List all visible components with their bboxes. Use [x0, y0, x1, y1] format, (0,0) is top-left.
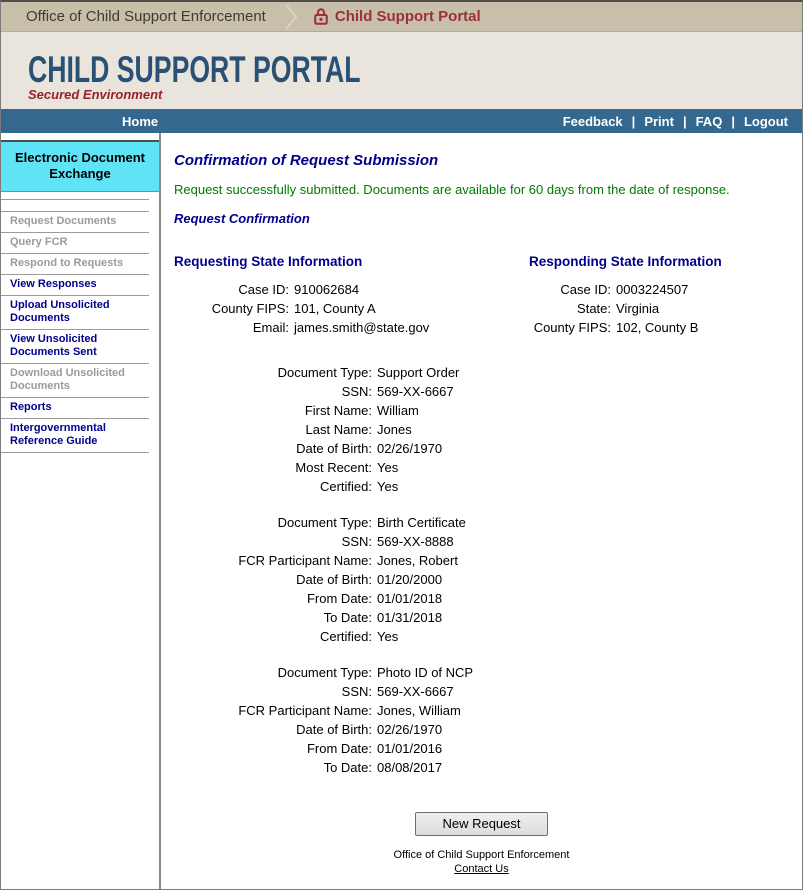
- breadcrumb-current-page: Child Support Portal: [334, 8, 481, 25]
- field-row: [174, 532, 789, 551]
- field-label: Case ID:: [238, 282, 289, 297]
- field-label: From Date:: [306, 741, 372, 756]
- success-message: Request successfully submitted. Documents are available for 60 days from the date of response.: [174, 182, 730, 197]
- field-value: 569-XX-6667: [377, 684, 454, 699]
- field-row: [174, 363, 789, 382]
- sidebar-item-respond-to-requests: Respond to Requests: [1, 253, 149, 274]
- main-content: [161, 133, 802, 889]
- field-row: [174, 682, 789, 701]
- field-row: [174, 551, 789, 570]
- footer-org-text: Office of Child Support Enforcement: [393, 849, 570, 861]
- field-value: 01/01/2016: [377, 741, 443, 756]
- field-row: [174, 513, 789, 532]
- field-row: [174, 401, 789, 420]
- field-label: Certified:: [319, 629, 372, 644]
- nav-faq-link[interactable]: FAQ: [695, 113, 723, 129]
- field-label: Document Type:: [277, 515, 372, 530]
- requesting-state-heading: Requesting State Information: [174, 254, 363, 269]
- nav-separator: |: [631, 113, 636, 129]
- field-value: 910062684: [294, 282, 360, 297]
- site-banner: [1, 32, 802, 109]
- sidebar-item-query-fcr: Query FCR: [1, 232, 149, 253]
- field-value: 101, County A: [294, 301, 376, 316]
- chevron-right-icon: [284, 4, 298, 30]
- sidebar-item-view-responses[interactable]: View Responses: [1, 274, 149, 295]
- nav-feedback-link[interactable]: Feedback: [562, 113, 623, 129]
- field-label: Most Recent:: [295, 460, 372, 475]
- sidebar-item-request-documents: Request Documents: [1, 211, 149, 232]
- button-row: [174, 812, 789, 836]
- sidebar-spacer: [1, 199, 149, 211]
- field-row: [529, 280, 789, 299]
- field-value: Jones, Robert: [377, 553, 458, 568]
- responding-state-rows: [529, 280, 789, 337]
- field-row: [174, 280, 529, 299]
- field-value: 569-XX-8888: [377, 534, 454, 549]
- field-row: [174, 701, 789, 720]
- field-row: [174, 663, 789, 682]
- field-value: Photo ID of NCP: [377, 665, 474, 680]
- field-label: State:: [577, 301, 611, 316]
- field-label: Case ID:: [560, 282, 611, 297]
- field-row: [529, 299, 789, 318]
- field-value: 02/26/1970: [377, 441, 443, 456]
- requesting-state-rows: [174, 280, 529, 337]
- field-value: Virginia: [616, 301, 660, 316]
- field-row: [174, 458, 789, 477]
- sidebar: [1, 133, 161, 889]
- field-value: james.smith@state.gov: [294, 320, 430, 335]
- nav-bar: [1, 109, 802, 133]
- field-label: SSN:: [341, 684, 372, 699]
- field-value: 02/26/1970: [377, 722, 443, 737]
- field-row: [174, 439, 789, 458]
- page-footer: [174, 849, 789, 876]
- field-value: 01/01/2018: [377, 591, 443, 606]
- nav-separator: |: [731, 113, 735, 129]
- field-label: From Date:: [306, 591, 372, 606]
- field-value: Jones, William: [377, 703, 461, 718]
- field-row: [174, 739, 789, 758]
- field-value: 01/31/2018: [377, 610, 443, 625]
- sidebar-item-download-unsolicited-documents: Download Unsolicited Documents: [1, 363, 149, 397]
- field-value: 0003224507: [616, 282, 689, 297]
- field-value: Yes: [377, 629, 399, 644]
- site-title: CHILD SUPPORT PORTAL: [28, 49, 361, 90]
- field-value: Yes: [377, 460, 399, 475]
- document-section-1: [174, 363, 789, 496]
- field-value: Yes: [377, 479, 399, 494]
- nav-separator: |: [682, 113, 687, 129]
- field-label: Date of Birth:: [296, 722, 372, 737]
- field-row: [174, 299, 529, 318]
- field-label: Date of Birth:: [296, 441, 372, 456]
- contact-us-link[interactable]: Contact Us: [454, 863, 509, 875]
- field-row: [174, 608, 789, 627]
- document-section-3: [174, 663, 789, 777]
- body: [1, 133, 802, 889]
- field-row: [174, 570, 789, 589]
- field-row: [174, 627, 789, 646]
- field-value: 08/08/2017: [377, 760, 443, 775]
- field-label: FCR Participant Name:: [238, 553, 372, 568]
- field-row: [174, 318, 529, 337]
- field-label: FCR Participant Name:: [238, 703, 372, 718]
- site-subtitle: Secured Environment: [28, 87, 163, 102]
- sidebar-header: Electronic Document Exchange: [1, 140, 159, 192]
- field-label: Email:: [252, 320, 289, 335]
- field-row: [174, 758, 789, 777]
- nav-logout-link[interactable]: Logout: [743, 113, 788, 129]
- document-section-2: [174, 513, 789, 646]
- field-label: First Name:: [304, 403, 372, 418]
- field-label: To Date:: [323, 610, 372, 625]
- field-value: 569-XX-6667: [377, 384, 454, 399]
- responding-state-section: [529, 253, 789, 337]
- field-row: [529, 318, 789, 337]
- field-label: Certified:: [319, 479, 372, 494]
- field-row: [174, 720, 789, 739]
- request-confirmation-heading: Request Confirmation: [174, 211, 310, 226]
- field-value: 102, County B: [616, 320, 699, 335]
- field-label: County FIPS:: [533, 320, 611, 335]
- field-value: Support Order: [377, 365, 460, 380]
- field-label: Document Type:: [277, 665, 372, 680]
- sidebar-item-view-unsolicited-documents-sent[interactable]: View Unsolicited Documents Sent: [1, 329, 149, 363]
- field-label: SSN:: [341, 384, 372, 399]
- field-row: [174, 382, 789, 401]
- field-value: William: [377, 403, 419, 418]
- nav-print-link[interactable]: Print: [644, 113, 674, 129]
- page-title: Confirmation of Request Submission: [174, 152, 439, 169]
- field-label: Document Type:: [277, 365, 372, 380]
- field-label: County FIPS:: [211, 301, 289, 316]
- sidebar-item-upload-unsolicited-documents[interactable]: Upload Unsolicited Documents: [1, 295, 149, 329]
- new-request-button[interactable]: New Request: [415, 812, 547, 836]
- field-row: [174, 477, 789, 496]
- nav-right-links: [563, 114, 788, 129]
- field-label: Last Name:: [305, 422, 372, 437]
- lock-icon: [314, 8, 328, 25]
- field-value: Birth Certificate: [377, 515, 466, 530]
- field-value: Jones: [377, 422, 412, 437]
- field-label: To Date:: [323, 760, 372, 775]
- sidebar-menu: [1, 199, 149, 453]
- requesting-state-section: [174, 253, 529, 337]
- responding-state-heading: Responding State Information: [529, 254, 722, 269]
- breadcrumb-app-link[interactable]: Office of Child Support Enforcement: [26, 8, 266, 25]
- field-row: [174, 589, 789, 608]
- state-info-columns: [174, 253, 789, 337]
- nav-home-link[interactable]: Home: [122, 113, 159, 129]
- sidebar-item-intergovernmental-reference-guide[interactable]: Intergovernmental Reference Guide: [1, 418, 149, 453]
- breadcrumb: [1, 2, 802, 32]
- field-label: Date of Birth:: [296, 572, 372, 587]
- sidebar-item-reports[interactable]: Reports: [1, 397, 149, 418]
- field-row: [174, 420, 789, 439]
- field-label: SSN:: [341, 534, 372, 549]
- field-value: 01/20/2000: [377, 572, 443, 587]
